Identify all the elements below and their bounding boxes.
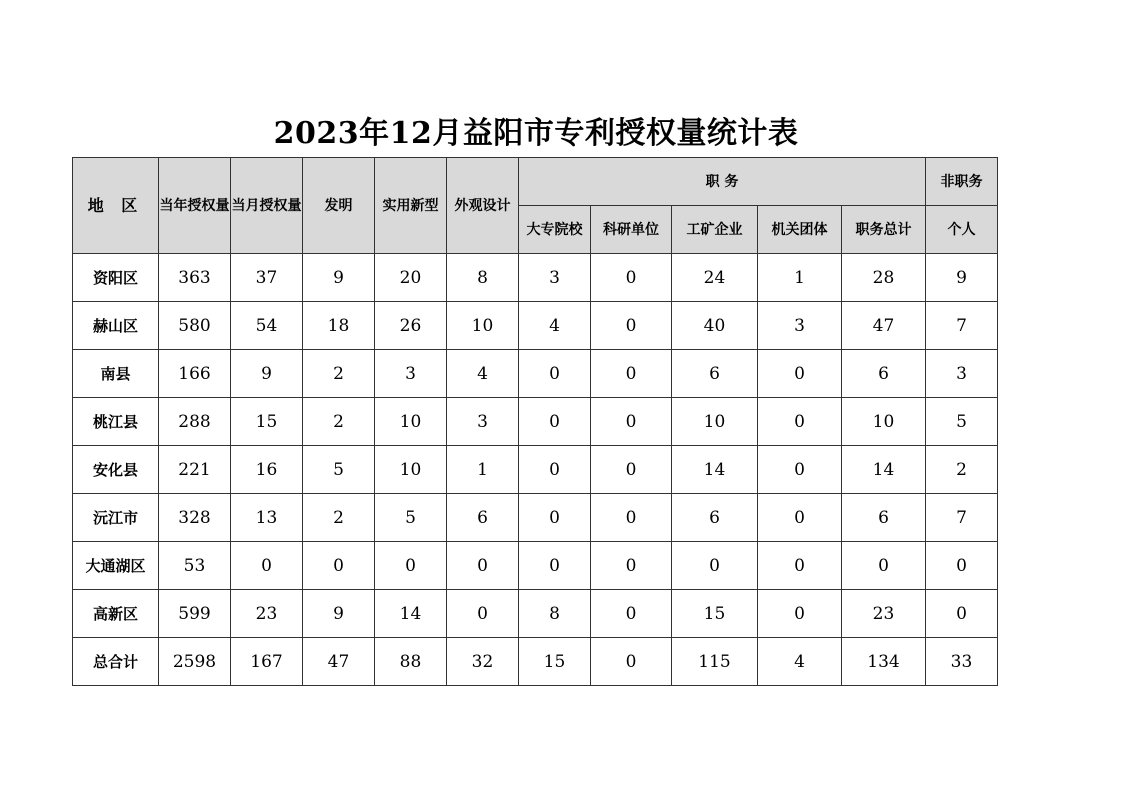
cell-agency: 0 — [758, 350, 842, 398]
cell-utility: 26 — [375, 302, 447, 350]
cell-month-total: 15 — [231, 398, 303, 446]
cell-invention: 18 — [303, 302, 375, 350]
table-row — [73, 350, 998, 398]
cell-research: 0 — [591, 350, 672, 398]
cell-design: 8 — [447, 254, 519, 302]
cell-design: 6 — [447, 494, 519, 542]
total-row — [73, 638, 998, 686]
table-row — [73, 542, 998, 590]
cell-agency: 4 — [758, 638, 842, 686]
cell-utility: 88 — [375, 638, 447, 686]
header-non-service-group: 非职务 — [926, 158, 998, 206]
row-region: 资阳区 — [73, 254, 159, 302]
cell-research: 0 — [591, 542, 672, 590]
cell-year-total: 221 — [159, 446, 231, 494]
cell-utility: 5 — [375, 494, 447, 542]
table-row — [73, 494, 998, 542]
cell-research: 0 — [591, 254, 672, 302]
cell-design: 10 — [447, 302, 519, 350]
header-row-1 — [73, 158, 998, 206]
cell-year-total: 288 — [159, 398, 231, 446]
cell-service-total: 47 — [842, 302, 926, 350]
cell-service-total: 14 — [842, 446, 926, 494]
cell-agency: 0 — [758, 542, 842, 590]
table-row — [73, 398, 998, 446]
cell-design: 3 — [447, 398, 519, 446]
cell-enterprise: 15 — [672, 590, 758, 638]
cell-individual: 5 — [926, 398, 998, 446]
cell-design: 4 — [447, 350, 519, 398]
cell-year-total: 363 — [159, 254, 231, 302]
cell-agency: 0 — [758, 494, 842, 542]
header-enterprise: 工矿企业 — [672, 206, 758, 254]
cell-enterprise: 40 — [672, 302, 758, 350]
cell-design: 1 — [447, 446, 519, 494]
cell-year-total: 328 — [159, 494, 231, 542]
cell-month-total: 0 — [231, 542, 303, 590]
cell-research: 0 — [591, 590, 672, 638]
cell-enterprise: 0 — [672, 542, 758, 590]
cell-month-total: 13 — [231, 494, 303, 542]
cell-research: 0 — [591, 494, 672, 542]
row-region: 安化县 — [73, 446, 159, 494]
header-service-total: 职务总计 — [842, 206, 926, 254]
table-row — [73, 302, 998, 350]
cell-service-total: 6 — [842, 350, 926, 398]
cell-utility: 10 — [375, 398, 447, 446]
cell-agency: 0 — [758, 446, 842, 494]
cell-invention: 2 — [303, 350, 375, 398]
cell-enterprise: 6 — [672, 494, 758, 542]
cell-month-total: 16 — [231, 446, 303, 494]
patent-stat-table — [72, 157, 998, 686]
header-region: 地 区 — [73, 158, 159, 254]
cell-individual: 33 — [926, 638, 998, 686]
header-agency: 机关团体 — [758, 206, 842, 254]
table-row — [73, 254, 998, 302]
cell-service-total: 10 — [842, 398, 926, 446]
cell-invention: 2 — [303, 398, 375, 446]
cell-design: 32 — [447, 638, 519, 686]
cell-research: 0 — [591, 398, 672, 446]
header-utility: 实用新型 — [375, 158, 447, 254]
row-region: 赫山区 — [73, 302, 159, 350]
cell-invention: 47 — [303, 638, 375, 686]
header-month-total: 当月授权量 — [231, 158, 303, 254]
cell-month-total: 23 — [231, 590, 303, 638]
table-row — [73, 590, 998, 638]
cell-college: 8 — [519, 590, 591, 638]
cell-invention: 2 — [303, 494, 375, 542]
cell-research: 0 — [591, 638, 672, 686]
cell-utility: 20 — [375, 254, 447, 302]
header-service-group: 职 务 — [519, 158, 926, 206]
cell-utility: 10 — [375, 446, 447, 494]
cell-college: 0 — [519, 350, 591, 398]
cell-college: 0 — [519, 494, 591, 542]
row-region: 南县 — [73, 350, 159, 398]
cell-enterprise: 6 — [672, 350, 758, 398]
cell-individual: 2 — [926, 446, 998, 494]
header-research: 科研单位 — [591, 206, 672, 254]
cell-month-total: 167 — [231, 638, 303, 686]
cell-college: 3 — [519, 254, 591, 302]
row-region: 总合计 — [73, 638, 159, 686]
cell-month-total: 9 — [231, 350, 303, 398]
row-region: 大通湖区 — [73, 542, 159, 590]
cell-agency: 0 — [758, 590, 842, 638]
cell-design: 0 — [447, 590, 519, 638]
cell-year-total: 166 — [159, 350, 231, 398]
cell-individual: 3 — [926, 350, 998, 398]
cell-service-total: 0 — [842, 542, 926, 590]
row-region: 桃江县 — [73, 398, 159, 446]
cell-year-total: 580 — [159, 302, 231, 350]
cell-service-total: 28 — [842, 254, 926, 302]
page-title: 2023年12月益阳市专利授权量统计表 — [273, 116, 799, 151]
cell-individual: 0 — [926, 590, 998, 638]
cell-month-total: 37 — [231, 254, 303, 302]
cell-college: 4 — [519, 302, 591, 350]
cell-enterprise: 24 — [672, 254, 758, 302]
cell-design: 0 — [447, 542, 519, 590]
table-row — [73, 446, 998, 494]
header-invention: 发明 — [303, 158, 375, 254]
header-college: 大专院校 — [519, 206, 591, 254]
cell-year-total: 599 — [159, 590, 231, 638]
cell-college: 15 — [519, 638, 591, 686]
header-design: 外观设计 — [447, 158, 519, 254]
cell-utility: 0 — [375, 542, 447, 590]
cell-invention: 9 — [303, 590, 375, 638]
cell-month-total: 54 — [231, 302, 303, 350]
cell-agency: 1 — [758, 254, 842, 302]
cell-individual: 9 — [926, 254, 998, 302]
cell-college: 0 — [519, 542, 591, 590]
cell-enterprise: 115 — [672, 638, 758, 686]
header-individual: 个人 — [926, 206, 998, 254]
cell-year-total: 2598 — [159, 638, 231, 686]
cell-individual: 0 — [926, 542, 998, 590]
cell-individual: 7 — [926, 494, 998, 542]
cell-service-total: 134 — [842, 638, 926, 686]
cell-utility: 3 — [375, 350, 447, 398]
row-region: 高新区 — [73, 590, 159, 638]
cell-service-total: 6 — [842, 494, 926, 542]
header-year-total: 当年授权量 — [159, 158, 231, 254]
cell-agency: 3 — [758, 302, 842, 350]
cell-agency: 0 — [758, 398, 842, 446]
cell-utility: 14 — [375, 590, 447, 638]
cell-college: 0 — [519, 398, 591, 446]
cell-college: 0 — [519, 446, 591, 494]
cell-invention: 5 — [303, 446, 375, 494]
cell-invention: 9 — [303, 254, 375, 302]
cell-enterprise: 14 — [672, 446, 758, 494]
row-region: 沅江市 — [73, 494, 159, 542]
cell-enterprise: 10 — [672, 398, 758, 446]
cell-service-total: 23 — [842, 590, 926, 638]
cell-individual: 7 — [926, 302, 998, 350]
cell-research: 0 — [591, 302, 672, 350]
cell-year-total: 53 — [159, 542, 231, 590]
cell-invention: 0 — [303, 542, 375, 590]
cell-research: 0 — [591, 446, 672, 494]
